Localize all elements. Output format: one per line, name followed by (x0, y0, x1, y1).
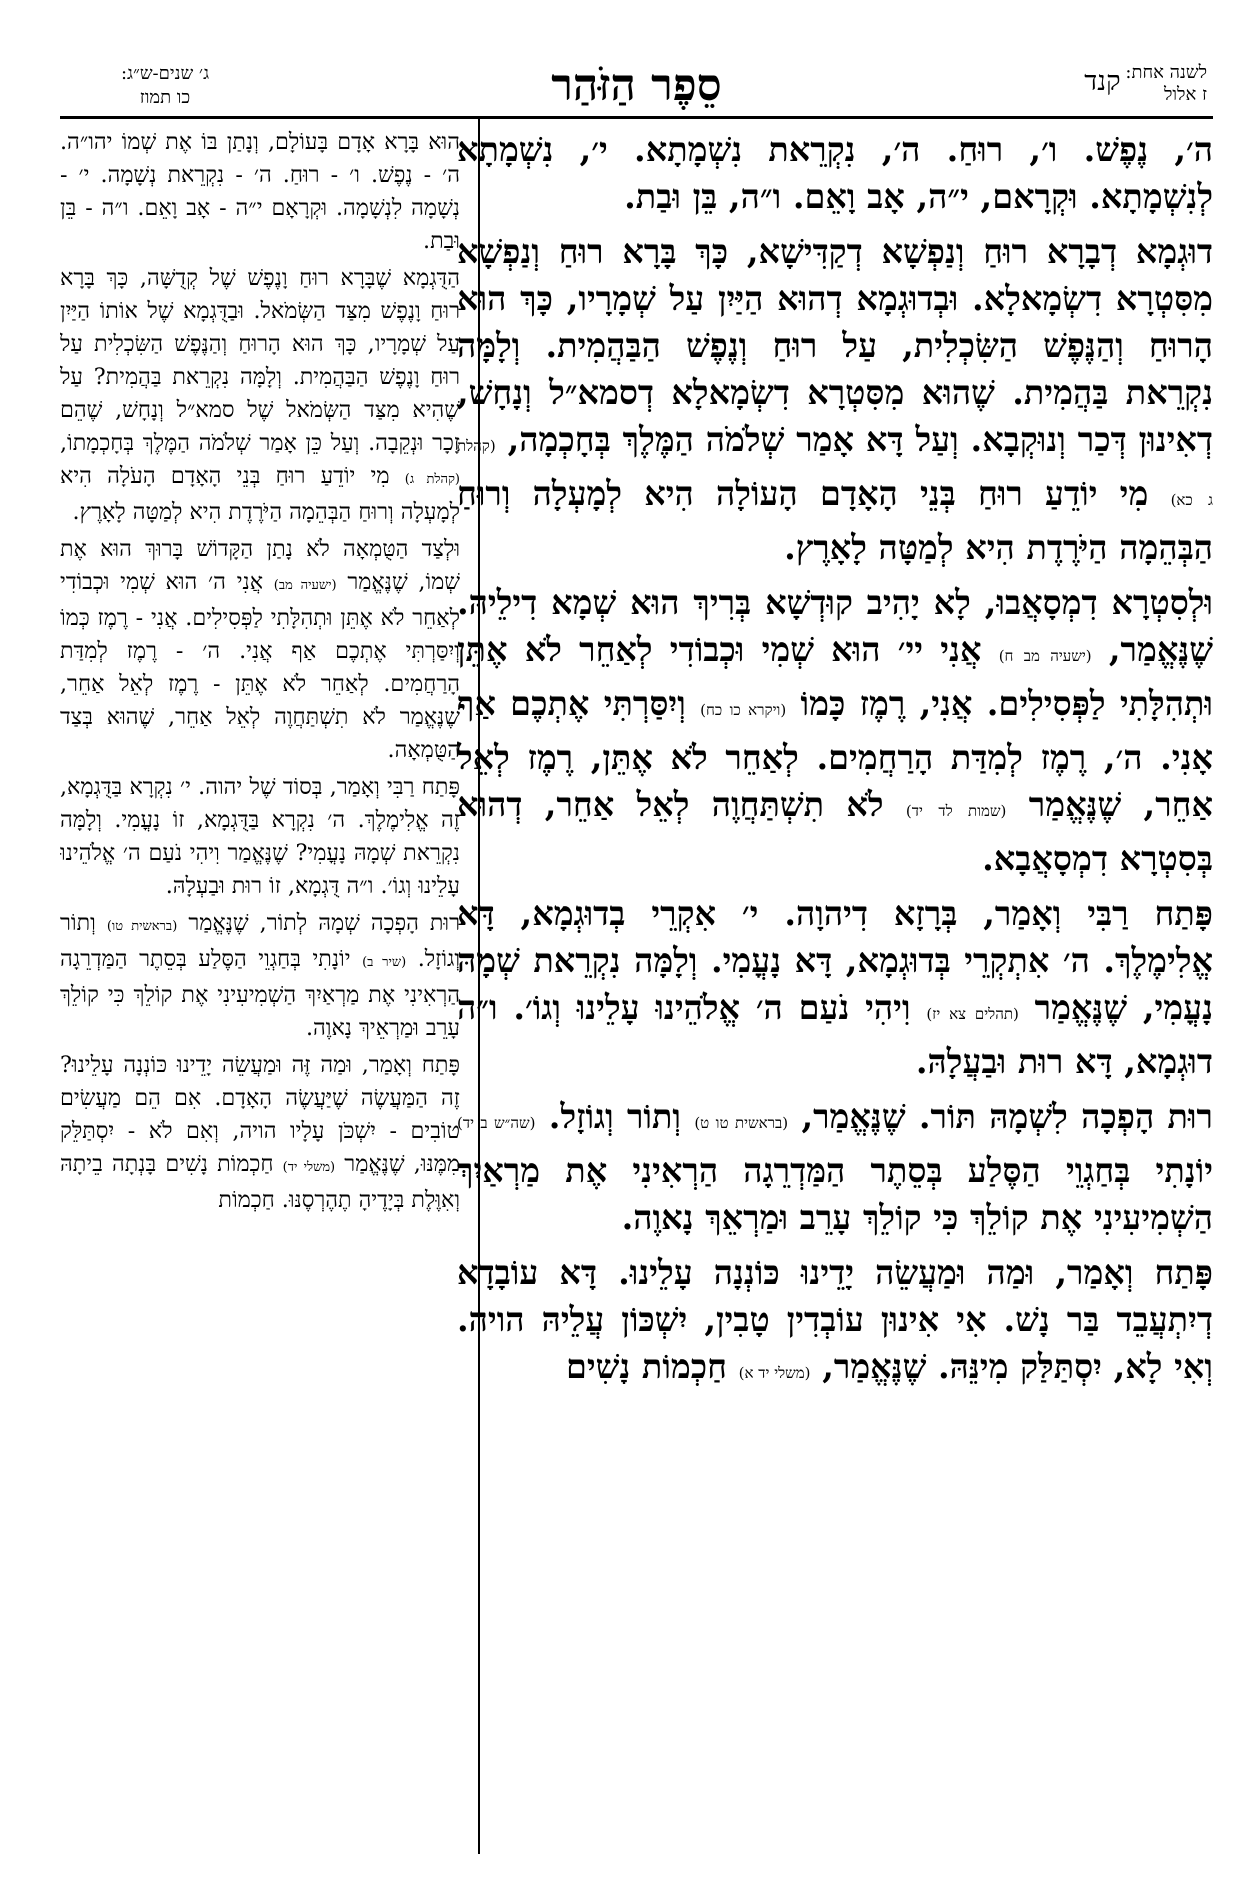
translation-column (60, 126, 460, 1854)
main-paragraph: ה׳, נֶפֶשׁ. ו׳, רוּחַ. ה׳, נִקְרֵאת נִשְׁמָתָא. י׳, נִשְׁמָתָא לְנִשְׁמָתָא. וּקְרָאם, י״ה, אָב וָאֵם. ו״ה, בֵּן וּבַת. (457, 130, 1213, 216)
side-paragraph: הוּא בָּרָא אָדָם בָּעוֹלָם, וְנָתַן בּוֹ אֶת שְׁמוֹ יהו״ה. ה׳ - נֶפֶשׁ. ו׳ - רוּחַ. ה׳ - נִקְרֵאת נְשָׁמָה. י׳ - נְשָׁמָה לִנְשָׁמָה. וּקְרָאָם י״ה - אָב וָאֵם. ו״ה - בֵּן וּבַת. (60, 129, 460, 254)
source-reference: (קהלת ג) (404, 472, 460, 487)
source-reference: (משלי יד) (282, 1160, 336, 1175)
source-reference: (קהלת ג כא) (457, 437, 1213, 509)
header-rule (60, 116, 1213, 119)
main-text-column (457, 126, 1213, 1854)
side-paragraph: הַדֻּגְמָא שֶׁבָּרָא רוּחַ וָנֶפֶשׁ שֶׁל קְדֻשָּׁה, כָּךְ בָּרָא רוּחַ וָנֶפֶשׁ מִצַּד הַשְּׂמֹאל. וּבַדֻּגְמָא שֶׁל אוֹתוֹ הַיַּיִן עַל שְׁמָרָיו, כָּךְ הוּא הָרוּחַ וְהַנֶּפֶשׁ הַשִּׂכְלִית עַל רוּחַ וָנֶפֶשׁ הַבַּהֲמִית. וְלָמָּה נִקְרֵאת בַּהֲמִית? עַל שֶׁהִיא מִצַּד הַשְּׂמֹאל שֶׁל סמא״ל וְנָחָשׁ, שֶׁהֵם זָכָר וּנְקֵבָה. וְעַל כֵּן אָמַר שְׁלֹמֹה הַמֶּלֶךְ בְּחָכְמָתוֹ, (קהלת ג) מִי יוֹדֵעַ רוּחַ בְּנֵי הָאָדָם הָעֹלָה הִיא לְמָעְלָה וְרוּחַ הַבְּהֵמָה הַיֹּרֶדֶת הִיא לְמַטָּה לָאָרֶץ. (60, 265, 460, 525)
reading-schedule-three-years (60, 62, 270, 110)
source-reference: (שה״ש ב יד) (457, 1114, 536, 1132)
side-paragraph: פָּתַח וְאָמַר, וּמַה זֶּה וּמַעֲשֵׂה יָדֵינוּ כּוֹנְנָה עָלֵינוּ? זֶה הַמַּעֲשֶׂה שֶׁיַּעֲשֶׂה הָאָדָם. אִם הֵם מַעֲשִׂים טוֹבִים - יִשְׁכֹּן עָלָיו הויה, וְאִם לֹא - יִסְתַּלֵּק מִמֶּנּוּ, שֶׁנֶּאֱמַר (משלי יד) חַכְמוֹת נָשִׁים בָּנְתָה בֵיתָהּ וְאִוֶּלֶת בְּיָדֶיהָ תֶהֶרְסֶנּוּ. חַכְמוֹת (60, 1052, 460, 1213)
page-header (60, 58, 1213, 120)
side-paragraph: וּלְצַד הַטֻּמְאָה לֹא נָתַן הַקָּדוֹשׁ בָּרוּךְ הוּא אֶת שְׁמוֹ, שֶׁנֶּאֱמַר (ישעיה מב) אֲנִי ה׳ הוּא שְׁמִי וּכְבוֹדִי לְאַחֵר לֹא אֶתֵּן וּתְהִלָּתִי לַפְּסִילִים. אֲנִי - רֶמֶז כְּמוֹ וְיִסַּרְתִּי אֶתְכֶם אַף אֲנִי. ה׳ - רֶמֶז לְמִדַּת הָרַחֲמִים. לְאַחֵר לֹא אֶתֵּן - רֶמֶז לְאֵל אַחֵר, שֶׁנֶּאֱמַר לֹא תִשְׁתַּחֲוֶה לְאֵל אַחֵר, שֶׁהוּא בְּצַד הַטֻּמְאָה. (60, 536, 460, 763)
source-reference: (בראשית טו) (106, 919, 178, 934)
main-paragraph: רוּת הָפְכָה לִשְׁמָהּ תּוֹר. שֶׁנֶּאֱמַר, (בראשית טו ט) וְתוֹר וְגוֹזָל. (שה״ש ב יד) יוֹנָתִי בְּחַגְוֵי הַסֶּלַע בְּסֵתֶר הַמַּדְרֵגָה הַרְאִינִי אֶת מַרְאַיִךְ הַשְׁמִיעִינִי אֶת קוֹלֵךְ כִּי קוֹלֵךְ עָרֵב וּמַרְאֵךְ נָאוֶה. (457, 1097, 1213, 1237)
side-paragraph: פָּתַח רַבִּי וְאָמַר, בְּסוֹד שֶׁל יהוה. י׳ נִקְרָא בַּדֻּגְמָא, זֶה אֱלִימֶלֶךְ. ה׳ נִקְרָא בַּדֻּגְמָא, זוֹ נָעֳמִי. וְלָמָּה נִקְרֵאת שְׁמָהּ נָעֳמִי? שֶׁנֶּאֱמַר וִיהִי נֹעַם ה׳ אֱלֹהֵינוּ עָלֵינוּ וְגוֹ׳. ו״ה דֻּגְמָא, זוֹ רוּת וּבַעְלָהּ. (60, 774, 460, 899)
source-reference: (ישעיה מב ח) (998, 647, 1092, 665)
main-paragraph: פָּתַח רַבִּי וְאָמַר, בְּרָזָא דִיהוָה. י׳ אִקְרֵי בְדוּגְמָא, דָּא אֱלִימֶלֶךְ. ה׳ אִתְקְרֵי בְּדוּגְמָא, דָּא נָעֳמִי. וְלָמָּה נִקְרֵאת שְׁמָהּ נָעֳמִי, שֶׁנֶּאֱמַר (תהלים צא יז) וִיהִי נֹעַם ה׳ אֱלֹהֵינוּ עָלֵינוּ וְגוֹ׳. ו״ה דוּגְמָא, דָּא רוּת וּבַעֲלָהּ. (457, 894, 1213, 1081)
source-reference: (ישעיה מב) (273, 578, 337, 593)
source-reference: (בראשית טו ט) (694, 1114, 789, 1132)
main-paragraph: דוּגְמָא דְבָרָא רוּחַ וְנַפְשָׁא דְקַדִּישָׁא, כָּךְ בָּרָא רוּחַ וְנַפְשָׁא מִסִּטְרָא דִשְׂמָאלָא. וּבְדוּגְמָא דְהוּא הַיַּיִן עַל שְׁמָרָיו, כָּךְ הוּא הָרוּחַ וְהַנֶּפֶשׁ הַשִּׂכְלִית, עַל רוּחַ וְנֶפֶשׁ הַבַּהֲמִית. וְלָמָּה נִקְרֵאת בַּהֲמִית. שֶׁהוּא מִסִּטְרָא דִשְׂמָאלָא דְסמא״ל וְנָחָשׁ, דְאִינוּן דְּכַר וְנוּקְבָא. וְעַל דָּא אָמַר שְׁלֹמֹה הַמֶּלֶךְ בְּחָכְמָה, (קהלת ג כא) מִי יוֹדֵעַ רוּחַ בְּנֵי הָאָדָם הָעוֹלָה הִיא לְמָעְלָה וְרוּחַ הַבְּהֵמָה הַיֹּרֶדֶת הִיא לְמַטָּה לָאָרֶץ. (457, 232, 1213, 567)
side-paragraph: רוּת הָפְכָה שְׁמָהּ לְתוֹר, שֶׁנֶּאֱמַר (בראשית טו) וְתוֹר וְגוֹזָל. (שיר ב) יוֹנָתִי בְּחַגְוֵי הַסֶּלַע בְּסֵתֶר הַמַּדְרֵגָה הַרְאִינִי אֶת מַרְאַיִךְ הַשְׁמִיעִינִי אֶת קוֹלֵךְ כִּי קוֹלֵךְ עָרֵב וּמַרְאֵיךְ נָאוֶה. (60, 910, 460, 1041)
schedule-date: כו תמוז (139, 87, 191, 108)
source-reference: (תהלים צא יז) (926, 1005, 1019, 1023)
source-reference: (משלי יד א) (738, 1364, 811, 1382)
main-paragraph: פָּתַח וְאָמַר, וּמַה וּמַעֲשֵׂה יָדֵינוּ כּוֹנְנָה עָלֵינוּ. דָּא עוֹבָדָא דְיִתְעֲבֵד בַּר נָשׁ. אִי אִינוּן עוֹבְדִין טָבִין, יִשְׁכּוֹן עֲלֵיהּ הויה. וְאִי לָא, יִסְתַּלַּק מִינֵּהּ. שֶׁנֶּאֱמַר, (משלי יד א) חַכְמוֹת נָשִׁים (457, 1253, 1213, 1386)
column-divider (478, 118, 480, 1854)
schedule-label: ג׳ שנים-ש״ג: (120, 63, 210, 84)
schedule-date: ז אלול (1164, 84, 1207, 105)
main-paragraph: וּלְסִטְרָא דִמְסָאֲבוּ, לָא יָהִיב קוּדְשָׁא בְּרִיךְ הוּא שְׁמָא דִילֵיהּ. שֶׁנֶּאֱמַר, (ישעיה מב ח) אֲנִי יי׳ הוּא שְׁמִי וּכְבוֹדִי לְאַחֵר לֹא אֶתֵּן וּתְהִלָּתִי לַפְּסִילִים. אֲנִי, רֶמֶז כָּמוֹ (ויקרא כו כח) וְיִסַּרְתִּי אֶתְכֶם אַף אָנִי. ה׳, רֶמֶז לְמִדַּת הָרַחֲמִים. לְאַחֵר לֹא אֶתֵּן, רֶמֶז לְאֵל אַחֵר, שֶׁנֶּאֱמַר (שמות לד יד) לֹא תִשְׁתַּחֲוֶה לְאֵל אַחֵר, דְהוּא בְּסִטְרָא דִמְסָאֲבָא. (457, 583, 1213, 878)
book-title: סֵפֶר הַזֹּהַר (551, 60, 722, 111)
source-reference: (ויקרא כו כח) (700, 701, 787, 719)
page-number: קנד (1084, 66, 1121, 97)
source-reference: (שמות לד יד) (905, 802, 1007, 820)
schedule-label: לשנה אחת: (1125, 62, 1207, 83)
source-reference: (שיר ב) (362, 955, 407, 970)
